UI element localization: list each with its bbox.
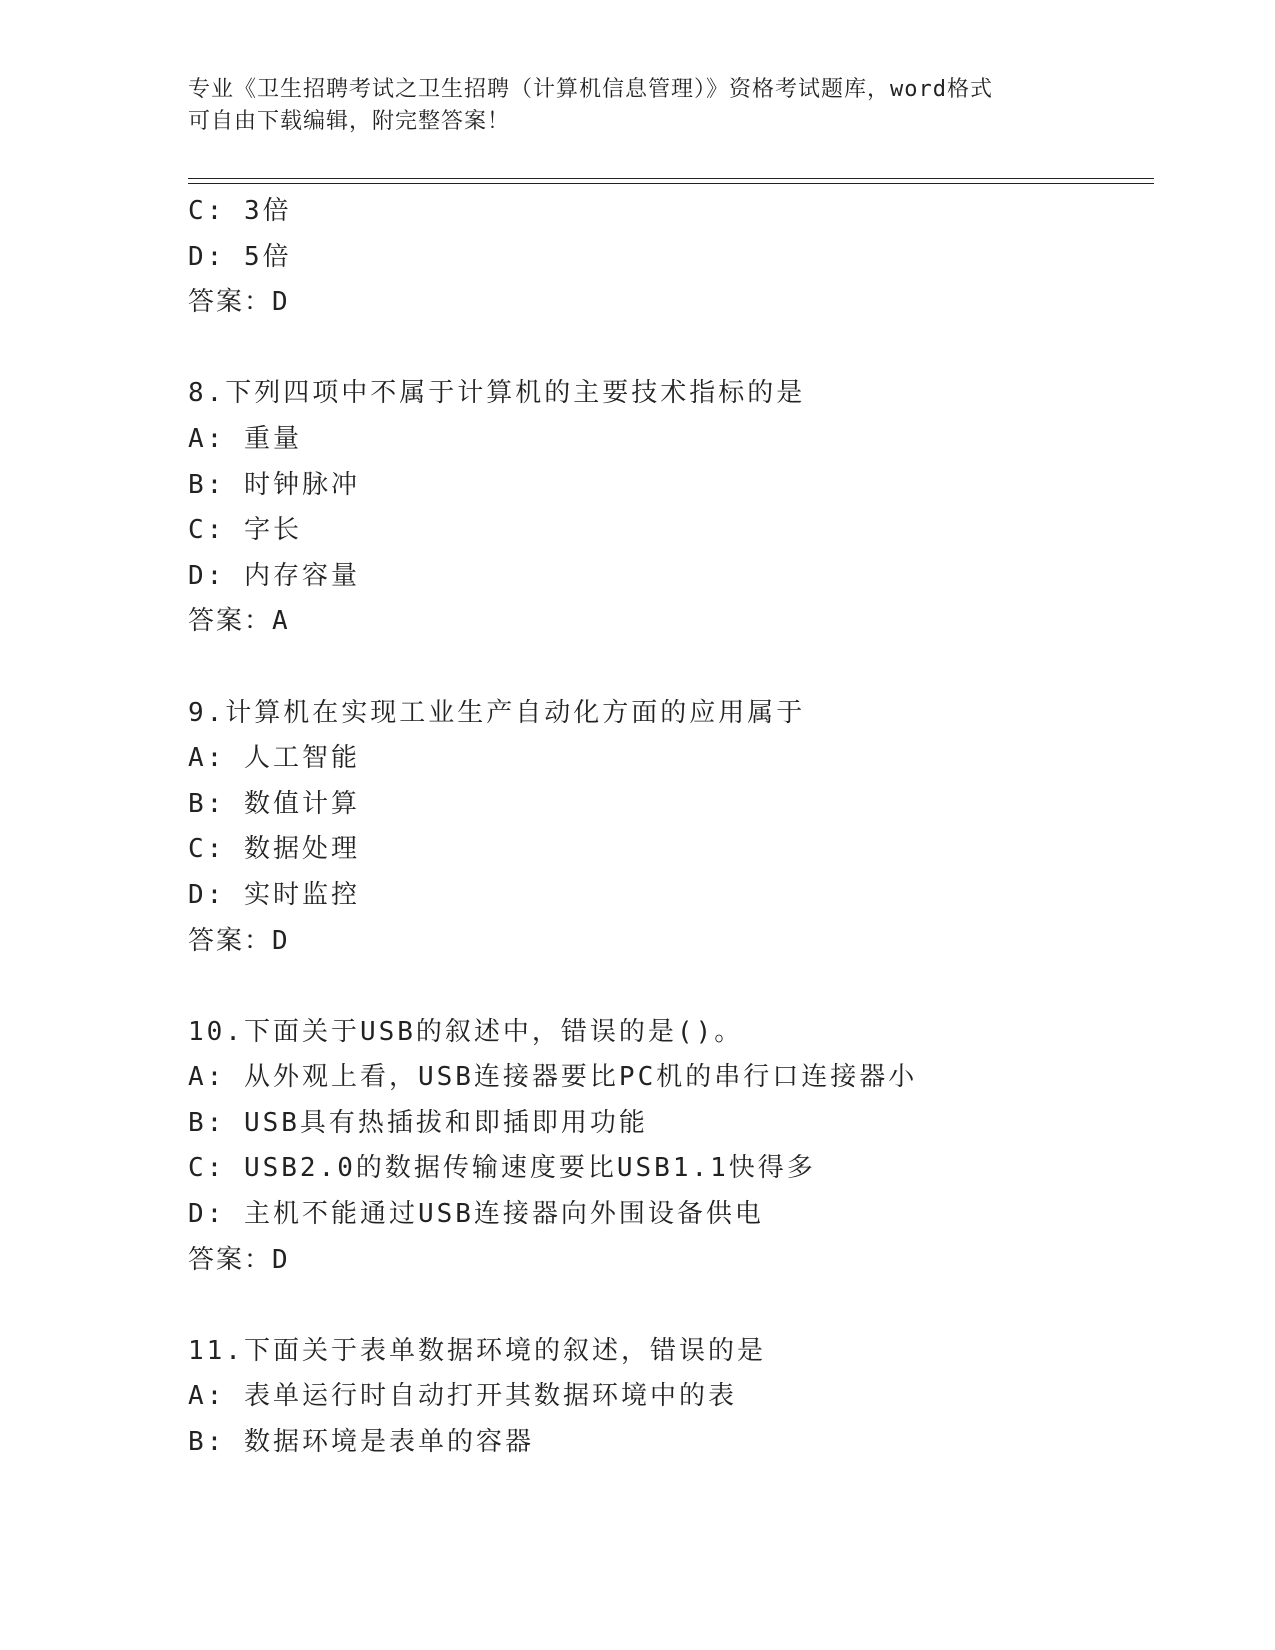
question-stem: 11.下面关于表单数据环境的叙述，错误的是	[188, 1335, 766, 1366]
spacer	[188, 645, 1154, 691]
question-stem: 10.下面关于USB的叙述中，错误的是()。	[188, 1016, 744, 1047]
option-d: D: 主机不能通过USB连接器向外围设备供电	[188, 1199, 764, 1230]
header-rule-bottom	[188, 183, 1154, 184]
header-line-2: 可自由下载编辑，附完整答案！	[188, 109, 511, 134]
header-rule-top	[188, 178, 1154, 179]
question-8	[188, 371, 1154, 645]
answer-line: 答案：D	[188, 1244, 290, 1275]
question-list	[188, 189, 1154, 1466]
option-c: C: 数据处理	[188, 834, 360, 865]
option-b: B: 时钟脉冲	[188, 469, 360, 500]
header-line-1: 专业《卫生招聘考试之卫生招聘（计算机信息管理）》资格考试题库，word格式	[188, 77, 993, 102]
option-d: D: 5倍	[188, 241, 292, 272]
spacer	[188, 326, 1154, 372]
answer-line: 答案：D	[188, 287, 290, 318]
option-d: D: 实时监控	[188, 879, 360, 910]
option-c: C: 字长	[188, 515, 302, 546]
option-a: A: 人工智能	[188, 743, 360, 774]
option-b: B: USB具有热插拔和即插即用功能	[188, 1107, 648, 1138]
document-header	[188, 74, 1088, 138]
question-9	[188, 691, 1154, 965]
option-c: C: 3倍	[188, 196, 292, 226]
question-11	[188, 1329, 1154, 1466]
question-10	[188, 1010, 1154, 1284]
answer-line: 答案：A	[188, 606, 290, 637]
option-a: A: 重量	[188, 423, 302, 454]
spacer	[188, 964, 1154, 1010]
option-b: B: 数值计算	[188, 788, 360, 819]
option-b: B: 数据环境是表单的容器	[188, 1427, 534, 1458]
answer-line: 答案：D	[188, 925, 290, 956]
spacer	[188, 1283, 1154, 1329]
question-stem: 8.下列四项中不属于计算机的主要技术指标的是	[188, 378, 806, 409]
option-d: D: 内存容量	[188, 560, 360, 591]
option-a: A: 从外观上看，USB连接器要比PC机的串行口连接器小	[188, 1062, 918, 1093]
option-a: A: 表单运行时自动打开其数据环境中的表	[188, 1381, 737, 1412]
question-stem: 9.计算机在实现工业生产自动化方面的应用属于	[188, 697, 806, 728]
option-c: C: USB2.0的数据传输速度要比USB1.1快得多	[188, 1153, 816, 1184]
